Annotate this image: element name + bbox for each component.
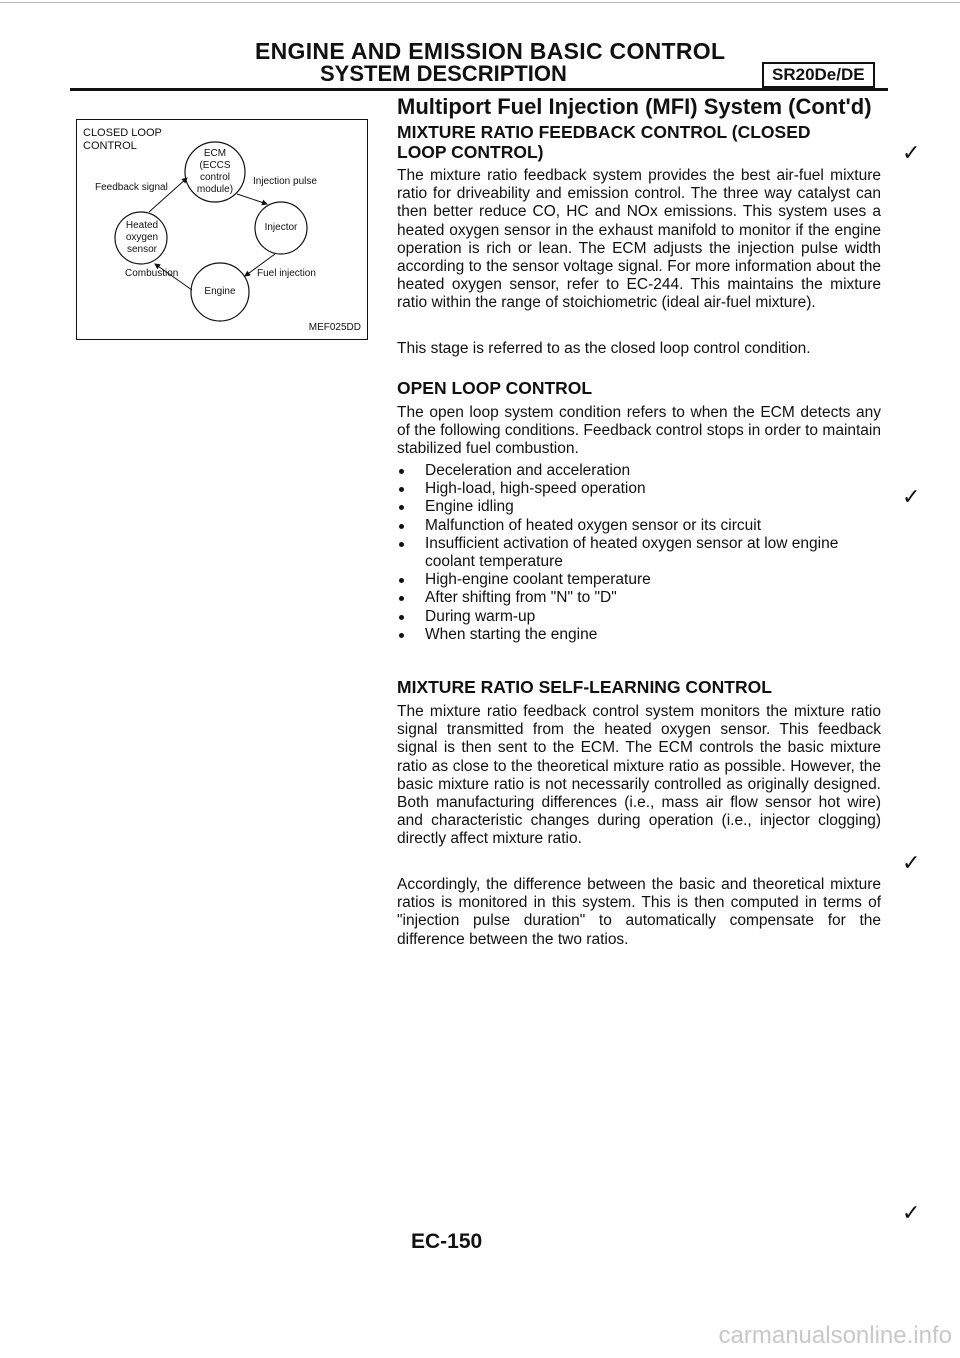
- condition-text: High-engine coolant temperature: [425, 571, 651, 589]
- bullet-icon: [399, 487, 404, 492]
- page-number: EC-150: [411, 1230, 483, 1253]
- bullet-icon: [399, 505, 404, 510]
- fuel-injection-label: Fuel injection: [257, 268, 316, 279]
- condition-text: High-load, high-speed operation: [425, 480, 646, 498]
- header-rule: [70, 88, 888, 91]
- margin-check-mark: ✓: [902, 850, 921, 875]
- diagram-title: CLOSED LOOP CONTROL: [83, 127, 162, 152]
- condition-text: During warm-up: [425, 607, 536, 625]
- closed-loop-heading-line1: MIXTURE RATIO FEEDBACK CONTROL (CLOSED: [397, 122, 811, 142]
- margin-check-mark: ✓: [902, 140, 921, 165]
- watermark: carmanualsonline.info: [718, 1322, 952, 1349]
- closed-loop-body-2: This stage is referred to as the closed loop control condition.: [397, 340, 811, 357]
- condition-list-item: [397, 571, 887, 589]
- header-title: ENGINE AND EMISSION BASIC CONTROL: [255, 38, 726, 64]
- condition-list-item: [397, 608, 887, 626]
- bullet-icon: [399, 469, 404, 474]
- condition-list-item: [397, 626, 887, 644]
- top-rule: [0, 2, 960, 3]
- open-loop-conditions-list: [397, 462, 887, 644]
- bullet-icon: [399, 542, 404, 547]
- injection-pulse-label: Injection pulse: [253, 176, 317, 187]
- feedback-signal-label: Feedback signal: [95, 182, 168, 193]
- engine-node-label: Engine: [204, 286, 236, 297]
- open-loop-intro: The open loop system condition refers to when the ECM detects any of the following conditions. Feedback control stops in order to maintain stabilized fuel combustion.: [397, 404, 881, 458]
- condition-list-item: [397, 535, 887, 571]
- condition-text: Deceleration and acceleration: [425, 462, 631, 479]
- condition-list-item: [397, 517, 887, 535]
- condition-text: Insufficient activation of heated oxygen sensor at low engine coolant temperature: [425, 534, 839, 571]
- injector-node-label: Injector: [264, 222, 298, 233]
- injection-pulse-arrow: [237, 194, 267, 204]
- condition-list-item: [397, 480, 887, 498]
- bullet-icon: [399, 633, 404, 638]
- condition-text: After shifting from "N" to "D": [425, 589, 617, 607]
- closed-loop-heading-line2: LOOP CONTROL): [397, 142, 544, 162]
- self-learning-heading: MIXTURE RATIO SELF-LEARNING CONTROL: [397, 677, 772, 697]
- section-title: Multiport Fuel Injection (MFI) System (Cont'd): [397, 94, 872, 119]
- margin-check-mark: ✓: [902, 1200, 921, 1225]
- open-loop-heading: OPEN LOOP CONTROL: [397, 378, 593, 398]
- bullet-icon: [399, 596, 404, 601]
- closed-loop-diagram: [76, 119, 368, 340]
- self-learning-body: The mixture ratio feedback control system monitors the mixture ratio signal transmitted from the heated oxygen sensor. This feedback signal is then sent to the ECM. The ECM controls the basic mixture ratio as close to the theoretical mixture ratio as possible. However, the basic mixture ratio is not necessarily controlled as originally designed. Both manufacturing differences (i.e., mass air flow sensor hot wire) and characteristic changes during operation (i.e., injector clogging) directly affect mixture ratio.: [397, 703, 881, 848]
- condition-text: When starting the engine: [425, 625, 598, 643]
- condition-list-item: [397, 589, 887, 607]
- figure-code: MEF025DD: [308, 322, 361, 333]
- self-learning-body-2: Accordingly, the difference between the basic and theoretical mixture ratios is monitored in this system. This is then computed in terms of "injection pulse duration" to automatically compensate for the difference between the two ratios.: [397, 876, 881, 948]
- bullet-icon: [399, 578, 404, 583]
- combustion-label: Combustion: [125, 268, 179, 279]
- condition-list-item: [397, 462, 887, 480]
- condition-text: Malfunction of heated oxygen sensor or its circuit: [425, 516, 762, 534]
- margin-check-mark: ✓: [902, 484, 921, 509]
- header-subtitle: SYSTEM DESCRIPTION: [320, 61, 567, 86]
- sensor-node-label: Heated oxygen sensor: [125, 220, 159, 255]
- ecm-node-label: ECM (ECCS control module): [196, 148, 234, 195]
- bullet-icon: [399, 524, 404, 529]
- bullet-icon: [399, 615, 404, 620]
- model-badge: SR20De/DE: [762, 62, 875, 88]
- closed-loop-body: The mixture ratio feedback system provides the best air-fuel mixture ratio for driveability and emission control. The three way catalyst can then better reduce CO, HC and NOx emissions. This system uses a heated oxygen sensor in the exhaust manifold to monitor if the engine operation is rich or lean. The ECM adjusts the injection pulse width according to the sensor voltage signal. For more information about the heated oxygen sensor, refer to EC-244. This maintains the mixture ratio within the range of stoichiometric (ideal air-fuel mixture).: [397, 167, 881, 312]
- condition-text: Engine idling: [425, 498, 514, 516]
- condition-list-item: [397, 498, 887, 516]
